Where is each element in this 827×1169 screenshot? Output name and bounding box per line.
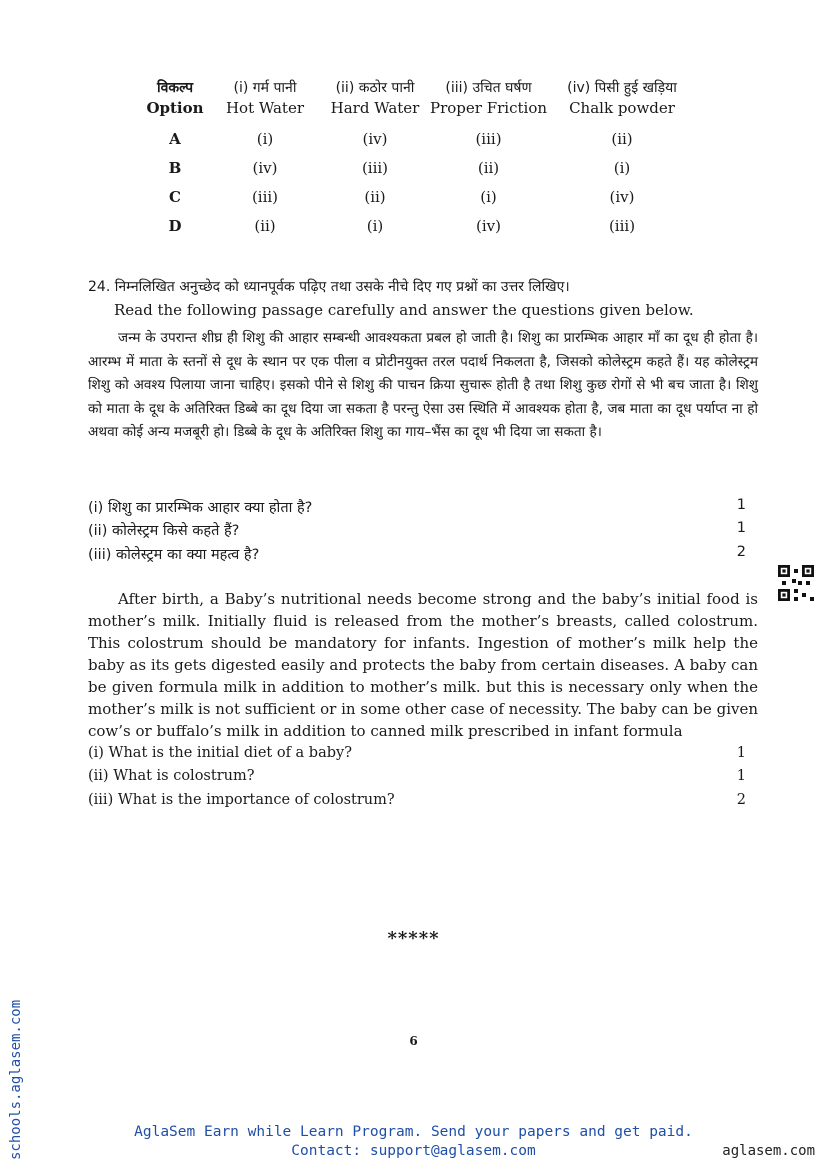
side-watermark: schools.aglasem.com xyxy=(8,999,24,1160)
question-text: (ii) What is colostrum? xyxy=(88,768,255,784)
option-cell: (i) xyxy=(613,158,631,177)
option-cell: (ii) xyxy=(477,158,500,177)
header-en: Chalk powder xyxy=(569,99,675,117)
question-mark: 1 xyxy=(736,768,746,784)
hindi-question xyxy=(88,497,758,517)
header-hi: विकल्प xyxy=(156,80,194,96)
footer-brand: aglasem.com xyxy=(722,1143,815,1159)
option-cell: (ii) xyxy=(254,216,276,235)
english-instruction: Read the following passage carefully and answer the questions given below. xyxy=(114,301,694,319)
option-cell: (iii) xyxy=(251,187,279,206)
question-24-instructions xyxy=(88,276,768,322)
english-question xyxy=(88,768,758,784)
option-cell: (i) xyxy=(256,129,274,148)
question-mark: 2 xyxy=(736,792,746,808)
option-cell: (ii) xyxy=(611,129,633,148)
option-cell: (iv) xyxy=(609,187,635,206)
question-text: (iii) कोलेस्ट्रम का क्या महत्व है? xyxy=(88,547,260,563)
footer-contact: Contact: support@aglasem.com xyxy=(291,1143,536,1159)
english-question xyxy=(88,745,758,761)
header-en: Option xyxy=(146,99,204,117)
option-cell: (iv) xyxy=(252,158,278,177)
qr-code-icon xyxy=(778,565,814,601)
question-mark: 1 xyxy=(736,745,746,761)
hindi-instruction: 24. निम्नलिखित अनुच्छेद को ध्यानपूर्वक पढ़िए तथा उसके नीचे दिए गए प्रश्नों का उत्तर लिखिए। xyxy=(88,279,570,295)
option-row xyxy=(140,124,697,153)
hindi-question xyxy=(88,544,758,564)
question-mark: 1 xyxy=(736,497,746,513)
english-passage: After birth, a Baby’s nutritional needs become strong and the baby’s initial food is mother’s milk. Initially fluid is released from the mother’s breasts, called colostrum. This colostrum should be mandatory for infants. Ingestion of mother’s milk help the baby as its gets digested easily and protects the baby from certain diseases. A baby can be given formula milk in addition to mother’s milk. but this is necessary only when the mother’s milk is not sufficient or in some other case of necessity. The baby can be given cow’s or buffalo’s milk in addition to canned milk prescribed in infant formula xyxy=(88,590,758,740)
option-row xyxy=(140,153,697,182)
header-hi: (i) गर्म पानी xyxy=(233,80,297,96)
footer-promo: AglaSem Earn while Learn Program. Send your papers and get paid. xyxy=(134,1124,693,1140)
header-en: Hard Water xyxy=(330,99,420,117)
option-cell: (iv) xyxy=(476,216,501,235)
option-row xyxy=(140,211,697,240)
option-label: A xyxy=(169,129,181,148)
option-cell: (iii) xyxy=(608,216,636,235)
header-hi: (iv) पिसी हुई खड़िया xyxy=(567,80,677,96)
page-number: 6 xyxy=(409,1034,418,1048)
option-cell: (iii) xyxy=(361,158,389,177)
header-hi: (iii) उचित घर्षण xyxy=(445,80,532,96)
option-label: D xyxy=(168,216,182,235)
question-text: (ii) कोलेस्ट्रम किसे कहते हैं? xyxy=(88,523,240,539)
option-cell: (i) xyxy=(480,187,497,206)
option-table xyxy=(140,78,697,240)
header-en: Hot Water xyxy=(225,99,305,117)
hindi-passage: जन्म के उपरान्त शीघ्र ही शिशु की आहार सम्बन्धी आवश्यकता प्रबल हो जाती है। शिशु का प्रारम्भिक आहार माँ का दूध ही होता है। आरम्भ में माता के स्तनों से दूध के स्थान पर एक पीला व प्रोटीनयुक्त तरल पदार्थ निकलता है, जिसको कोलेस्ट्रम कहते हैं। यह कोलेस्ट्रम शिशु को अवश्य पिलाया जाना चाहिए। इसको पीने से शिशु की पाचन क्रिया सुचारू होती है तथा शिशु कुछ रोगों से भी बच जाता है। शिशु को माता के दूध के अतिरिक्त डिब्बे का दूध दिया जा सकता है परन्तु ऐसा उस स्थिति में आवश्यक होता है, जब माता का दूध पर्याप्त ना हो अथवा कोई अन्य मजबूरी हो। डिब्बे के दूध के अतिरिक्त शिशु का गाय–भैंस का दूध भी दिया जा सकता है। xyxy=(88,330,758,440)
header-en: Proper Friction xyxy=(430,99,548,117)
question-text: (i) What is the initial diet of a baby? xyxy=(88,745,352,761)
question-text: (i) शिशु का प्रारम्भिक आहार क्या होता है? xyxy=(88,500,313,516)
option-table-header xyxy=(140,78,697,124)
english-question xyxy=(88,792,758,808)
header-hi: (ii) कठोर पानी xyxy=(335,80,415,96)
question-text: (iii) What is the importance of colostrum? xyxy=(88,792,395,808)
end-marker: ***** xyxy=(387,928,440,949)
option-cell: (iv) xyxy=(362,129,388,148)
option-cell: (i) xyxy=(366,216,384,235)
option-label: C xyxy=(169,187,181,206)
option-row xyxy=(140,182,697,211)
hindi-question xyxy=(88,520,758,540)
option-cell: (iii) xyxy=(475,129,502,148)
option-label: B xyxy=(168,158,182,177)
question-mark: 2 xyxy=(736,544,746,560)
option-cell: (ii) xyxy=(364,187,386,206)
question-mark: 1 xyxy=(736,520,746,536)
